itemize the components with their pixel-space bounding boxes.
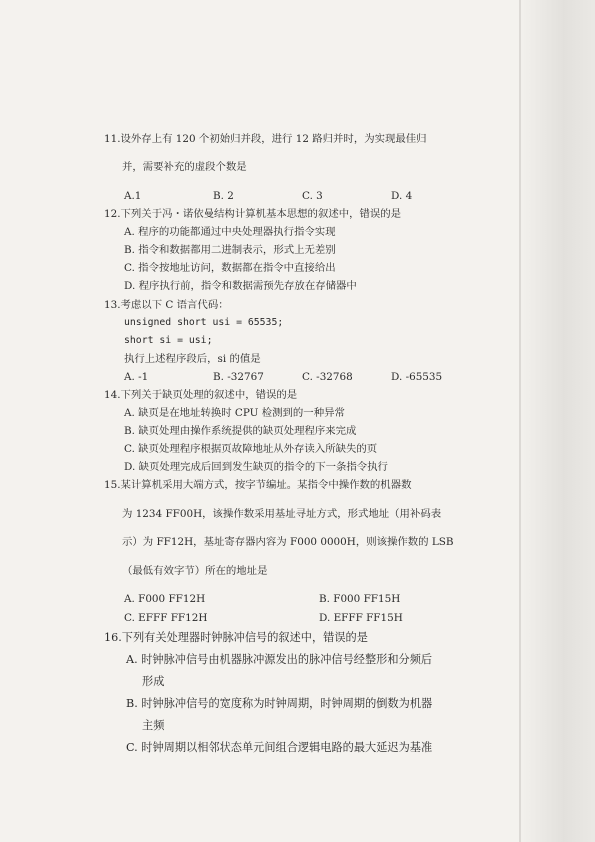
question-stem-cont: 示）为 FF12H，基址寄存器内容为 F000 0000H，则该操作数的 LSB: [122, 536, 454, 549]
option-d: D. 缺页处理完成后回到发生缺页的指令的下一条指令执行: [124, 461, 388, 474]
question-16: [104, 627, 514, 759]
question-number: 12.: [104, 208, 121, 221]
option-c: C. 时钟周期以相邻状态单元间组合逻辑电路的最大延迟为基准: [126, 740, 433, 754]
question-stem-cont: 并，需要补充的虚段个数是: [122, 161, 247, 174]
option-c: C. 指令按地址访问，数据都在指令中直接给出: [124, 262, 336, 275]
question-stem: 设外存上有 120 个初始归并段，进行 12 路归并时，为实现最佳归: [120, 133, 427, 145]
question-stem: 下列关于缺页处理的叙述中，错误的是: [120, 389, 298, 401]
option-c: C. EFFF FF12H: [124, 611, 208, 624]
question-14: [104, 386, 514, 476]
options-row: [104, 590, 514, 608]
question-number: 14.: [104, 389, 121, 401]
option-d: D. 程序执行前，指令和数据需预先存放在存储器中: [124, 280, 357, 293]
question-number: 11.: [104, 133, 121, 145]
option-d: D. -65535: [391, 370, 443, 383]
option-c: C. 3: [302, 189, 323, 202]
option-a: A. 缺页是在地址转换时 CPU 检测到的一种异常: [124, 407, 345, 420]
option-a: A. -1: [124, 370, 149, 383]
option-b: B. F000 FF15H: [319, 593, 401, 606]
question-11: [104, 130, 514, 205]
option-a: A. 时钟脉冲信号由机器脉冲源发出的脉冲信号经整形和分频后: [126, 652, 433, 666]
option-a-cont: 形成: [142, 674, 165, 688]
question-stem: 某计算机采用大端方式，按字节编址。某指令中操作数的机器数: [120, 479, 412, 492]
options-row: [104, 609, 514, 627]
question-number: 13.: [104, 298, 121, 311]
page-fold-line: [519, 0, 521, 842]
code-line-1: unsigned short usi = 65535;: [124, 316, 284, 328]
options-row: [104, 187, 514, 205]
options-row: [104, 368, 514, 386]
option-a: A. F000 FF12H: [124, 593, 206, 606]
option-a: A.1: [124, 189, 142, 202]
option-b: B. 缺页处理由操作系统提供的缺页处理程序来完成: [124, 425, 357, 438]
code-line-2: short si = usi;: [124, 334, 213, 346]
exam-page: [104, 130, 514, 759]
option-c: C. 缺页处理程序根据页故障地址从外存读入所缺失的页: [124, 443, 378, 456]
question-stem-cont: （最低有效字节）所在的地址是: [122, 564, 268, 577]
question-13: [104, 296, 514, 386]
option-b-cont: 主频: [142, 718, 165, 732]
question-12: [104, 205, 514, 295]
question-15: [104, 476, 514, 626]
option-b: B. 2: [213, 189, 234, 202]
question-stem: 下列有关处理器时钟脉冲信号的叙述中，错误的是: [121, 630, 368, 644]
question-stem-cont: 为 1234 FF00H，该操作数采用基址寻址方式，形式地址（用补码表: [122, 507, 442, 520]
option-b: B. 指令和数据都用二进制表示，形式上无差别: [124, 244, 336, 257]
option-b: B. 时钟脉冲信号的宽度称为时钟周期，时钟周期的倒数为机器: [126, 696, 433, 710]
scan-shadow: [517, 0, 595, 842]
option-b: B. -32767: [213, 370, 264, 383]
option-a: A. 程序的功能都通过中央处理器执行指令实现: [124, 226, 336, 239]
question-stem-cont: 执行上述程序段后，si 的值是: [124, 352, 261, 365]
option-d: D. EFFF FF15H: [319, 611, 403, 624]
option-d: D. 4: [391, 189, 413, 202]
question-stem: 考虑以下 C 语言代码：: [120, 298, 229, 311]
question-number: 15.: [104, 479, 121, 492]
option-c: C. -32768: [302, 370, 353, 383]
question-number: 16.: [104, 630, 122, 644]
question-stem: 下列关于冯・诺依曼结构计算机基本思想的叙述中，错误的是: [120, 208, 402, 221]
